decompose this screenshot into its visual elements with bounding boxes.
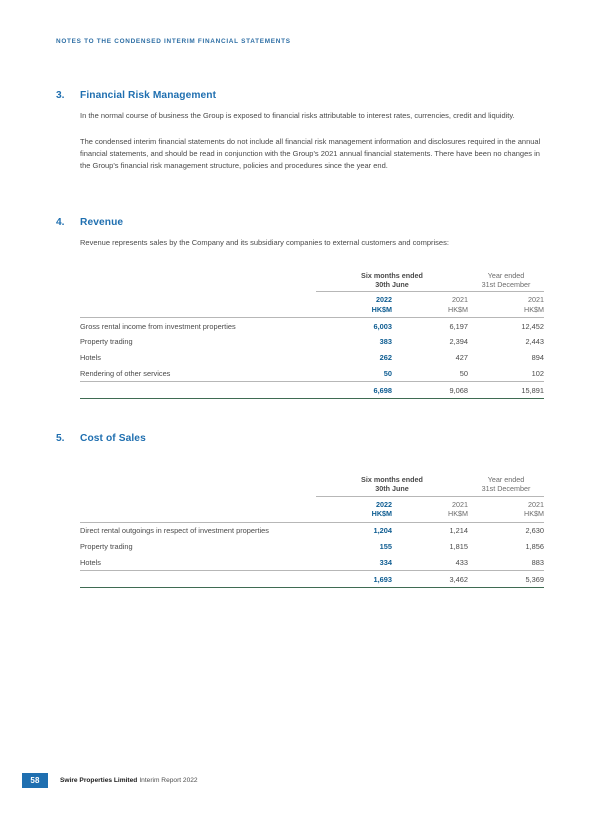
revenue-col-2021-unit: HK$M: [448, 304, 468, 314]
table-row: [80, 318, 544, 334]
table-spacer: [56, 453, 544, 475]
cos-interim-line1: Six months ended: [361, 475, 423, 485]
revenue-group-header-interim: [316, 271, 468, 292]
revenue-row-0-value-0: 6,003: [373, 321, 392, 331]
cos-group-header-row: [80, 475, 544, 496]
cos-col-2022-unit: HK$M: [371, 509, 392, 519]
revenue-total-label: [80, 382, 316, 398]
table-row: [80, 554, 544, 570]
cos-row-2-value-2: 883: [531, 557, 544, 567]
revenue-row-1-label: Property trading: [80, 337, 133, 347]
section-spacer: [56, 399, 544, 433]
revenue-table: [80, 271, 544, 400]
revenue-row-1-value-0: 383: [379, 337, 392, 347]
cos-total-label: [80, 571, 316, 587]
revenue-total-green-rule: [80, 398, 544, 399]
revenue-annual-line1: Year ended: [487, 270, 525, 280]
cos-col-2021-year: 2021: [452, 499, 468, 509]
cos-group-header-blank: [80, 475, 316, 496]
cos-group-header-interim: [316, 475, 468, 496]
cos-row-0-label: Direct rental outgoings in respect of investment properties: [80, 526, 269, 536]
note-3-paragraph-1: In the normal course of business the Group is exposed to financial risks attributable to interest rates, currencies, credit and liquidity.: [80, 111, 515, 120]
revenue-total-value-0: 6,698: [373, 385, 392, 395]
table-row: [80, 334, 544, 350]
page-number-badge: 58: [22, 773, 48, 788]
cos-row-2-label: Hotels: [80, 557, 101, 567]
note-4-title: Revenue: [80, 216, 124, 228]
revenue-annual-line2: 31st December: [481, 279, 531, 289]
revenue-row-3-value-2: 102: [531, 368, 544, 378]
page-footer: [22, 773, 198, 788]
running-header: NOTES TO THE CONDENSED INTERIM FINANCIAL STATEMENTS: [56, 38, 291, 45]
note-3-financial-risk-management: [56, 90, 544, 173]
footer-company-name: Swire Properties Limited: [60, 777, 138, 784]
revenue-row-2-label: Hotels: [80, 353, 101, 363]
note-4-paragraph-1: Revenue represents sales by the Company and its subsidiary companies to external customers and comprises:: [80, 237, 449, 247]
cos-group-header-annual: [468, 475, 544, 496]
cos-unit-blank: [80, 496, 316, 522]
revenue-row-2-value-2: 894: [531, 353, 544, 363]
cos-total-green-rule: [80, 587, 544, 588]
cos-row-0-value-0: 1,204: [373, 526, 392, 536]
revenue-col-2021-annual: [468, 292, 544, 318]
table-row: [80, 365, 544, 381]
table-row: [80, 538, 544, 554]
revenue-row-0-label: Gross rental income from investment properties: [80, 321, 236, 331]
revenue-unit-blank: [80, 292, 316, 318]
revenue-unit-header-row: [80, 292, 544, 318]
cos-row-2-value-1: 433: [455, 557, 468, 567]
cost-of-sales-table: [80, 475, 544, 588]
revenue-row-0-value-1: 6,197: [449, 321, 468, 331]
revenue-total-row: [80, 382, 544, 398]
revenue-row-3-value-0: 50: [383, 368, 392, 378]
note-5-number: 5.: [56, 433, 65, 445]
revenue-interim-line2: 30th June: [375, 279, 409, 289]
cos-total-value-1: 3,462: [449, 574, 468, 584]
cos-col-annual-year: 2021: [528, 499, 544, 509]
revenue-col-2022-year: 2022: [376, 295, 392, 305]
cos-annual-line1: Year ended: [487, 475, 525, 485]
cos-col-2021-interim: [392, 496, 468, 522]
revenue-group-header-blank: [80, 271, 316, 292]
footer-report-name: Interim Report 2022: [139, 777, 198, 784]
note-4-number: 4.: [56, 216, 65, 228]
cos-row-0-value-2: 2,630: [525, 526, 544, 536]
cos-interim-line2: 30th June: [375, 484, 409, 494]
note-5-title: Cost of Sales: [80, 433, 146, 445]
note-4-heading: [56, 217, 544, 228]
cos-row-1-value-1: 1,815: [449, 541, 468, 551]
table-row: [80, 350, 544, 366]
note-3-title: Financial Risk Management: [80, 90, 217, 101]
revenue-row-2-value-1: 427: [455, 353, 468, 363]
revenue-row-1-value-1: 2,394: [449, 337, 468, 347]
revenue-interim-line1: Six months ended: [361, 270, 423, 280]
note-3-number: 3.: [56, 90, 65, 101]
revenue-total-value-2: 15,891: [521, 385, 544, 395]
table-row: [80, 522, 544, 538]
note-4-revenue: [56, 217, 544, 400]
note-3-heading: [56, 90, 544, 101]
revenue-row-1-value-2: 2,443: [525, 337, 544, 347]
table-spacer: [56, 259, 544, 271]
revenue-col-2021-year: 2021: [452, 295, 468, 305]
cos-row-0-value-1: 1,214: [449, 526, 468, 536]
note-3-paragraph-2: The condensed interim financial statements do not include all financial risk management information and disclosures required in the annual financial statements, and should be read in conjunction with the Group's 2021 annual financial statements. There have been no changes in the Group's financial risk management structure, policies and procedures since the year end.: [80, 137, 541, 171]
cos-col-2022-interim: [316, 496, 392, 522]
cos-col-annual-unit: HK$M: [524, 509, 544, 519]
revenue-row-0-value-2: 12,452: [521, 321, 544, 331]
cos-col-2021-annual: [468, 496, 544, 522]
cos-col-2021-unit: HK$M: [448, 509, 468, 519]
revenue-col-2021-interim: [392, 292, 468, 318]
cos-total-row: [80, 571, 544, 587]
cos-row-2-value-0: 334: [379, 557, 392, 567]
revenue-col-2022-interim: [316, 292, 392, 318]
revenue-group-header-row: [80, 271, 544, 292]
section-spacer: [56, 183, 544, 217]
cos-row-1-value-2: 1,856: [525, 541, 544, 551]
cos-unit-header-row: [80, 496, 544, 522]
revenue-col-annual-year: 2021: [528, 295, 544, 305]
revenue-col-2022-unit: HK$M: [371, 304, 392, 314]
note-5-heading: [56, 433, 544, 444]
cos-row-1-value-0: 155: [379, 541, 392, 551]
revenue-row-3-value-1: 50: [459, 368, 468, 378]
cos-total-value-2: 5,369: [525, 574, 544, 584]
revenue-col-annual-unit: HK$M: [524, 304, 544, 314]
footer-text: [60, 777, 198, 784]
revenue-row-2-value-0: 262: [379, 353, 392, 363]
revenue-row-3-label: Rendering of other services: [80, 368, 171, 378]
revenue-total-value-1: 9,068: [449, 385, 468, 395]
cos-total-value-0: 1,693: [373, 574, 392, 584]
cos-annual-line2: 31st December: [481, 484, 531, 494]
page-content: [56, 90, 544, 588]
cos-col-2022-year: 2022: [376, 499, 392, 509]
cos-row-1-label: Property trading: [80, 541, 133, 551]
note-5-cost-of-sales: [56, 433, 544, 588]
revenue-group-header-annual: [468, 271, 544, 292]
